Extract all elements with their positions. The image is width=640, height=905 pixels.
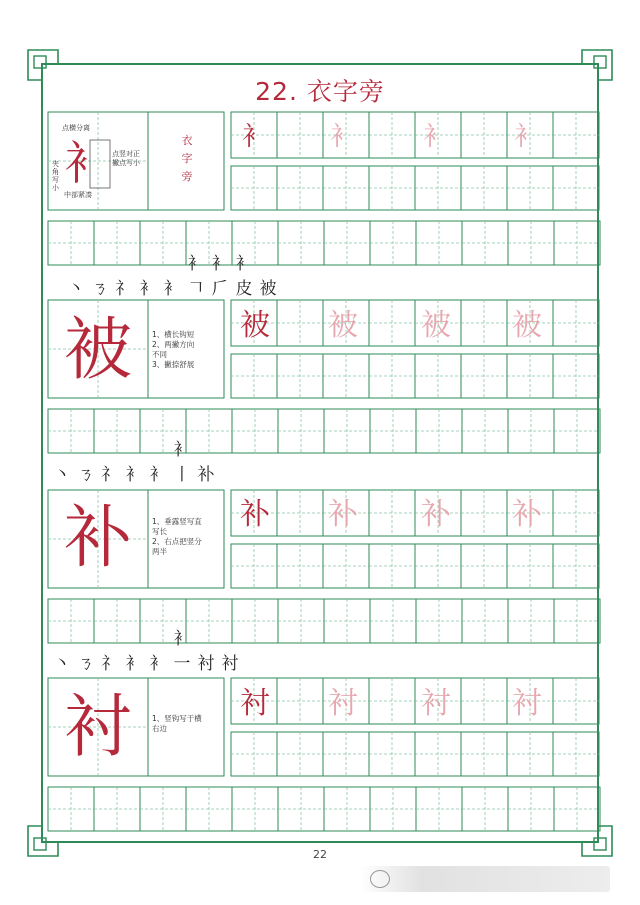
stroke-step: 衤皮: [235, 254, 253, 299]
stroke-step: 衬: [197, 654, 215, 674]
char-3-glyph: 衬: [63, 688, 132, 767]
stroke-step: 被: [259, 279, 277, 299]
stroke-step: 丶: [67, 279, 85, 299]
radical-glyph: 衤: [64, 136, 110, 190]
stroke-order-1: [64, 254, 280, 299]
stroke-step: 丶: [53, 465, 71, 485]
stroke-step: 礻: [101, 654, 119, 674]
corner-ornament: [34, 56, 46, 68]
char-1-practice-4: 被: [512, 308, 542, 343]
stroke-step: 礻: [115, 279, 133, 299]
stroke-step: 衤: [149, 465, 167, 485]
stroke-step: 衤: [125, 654, 143, 674]
stroke-step: 丶: [53, 654, 71, 674]
char-3-practice-4: 衬: [512, 686, 542, 721]
char-2-glyph: 补: [63, 499, 132, 578]
watermark-overlay: [360, 866, 610, 892]
radical-practice-2: 衤: [329, 122, 356, 152]
stroke-step: 礻: [101, 465, 119, 485]
char-2-practice-2: 补: [328, 497, 358, 532]
stroke-order-2: [50, 440, 218, 485]
char-2-practice-4: 补: [512, 497, 542, 532]
radical-vertical-title: 衣 字 旁: [181, 134, 193, 183]
stroke-step: ㄋ: [77, 654, 95, 674]
stroke-step: 衤𠂆: [211, 254, 229, 299]
char-1-practice-2: 被: [328, 308, 358, 343]
char-3-practice-2: 衬: [328, 686, 358, 721]
radical-note-left: 夹角写小: [52, 160, 59, 192]
char-1-practice-3: 被: [421, 308, 451, 343]
stroke-step: 衬: [221, 654, 239, 674]
char-2-practice-1: 补: [240, 497, 270, 532]
char-3-tips: 1、竖钩写于横 右边: [152, 714, 202, 733]
stroke-step: 衤一: [173, 629, 191, 674]
stroke-step: 衤𠃍: [187, 254, 205, 299]
stroke-step: 补: [197, 465, 215, 485]
page-title: 22. 衣字旁: [255, 77, 385, 106]
stroke-step: 衤: [139, 279, 157, 299]
char-1-tips: 1、横长钩短 2、两撇方向 不同 3、撇捺舒展: [152, 330, 195, 369]
stroke-step: 衤: [125, 465, 143, 485]
page-number: 22: [313, 848, 327, 861]
stroke-step: ㄋ: [91, 279, 109, 299]
radical-practice-4: 衤: [513, 122, 540, 152]
radical-practice-3: 衤: [422, 122, 449, 152]
stroke-order-3: [50, 629, 242, 674]
stroke-step: 衤丨: [173, 440, 191, 485]
stroke-step: ㄋ: [77, 465, 95, 485]
radical-note-right: 点竖对正 撇点写小: [112, 150, 140, 167]
corner-ornament: [594, 56, 606, 68]
radical-practice-1: 衤: [241, 122, 268, 152]
char-2-tips: 1、垂露竖写直 写长 2、右点把竖分 两半: [152, 517, 202, 556]
chat-icon: [370, 870, 390, 888]
char-1-practice-1: 被: [240, 308, 270, 343]
char-1-glyph: 被: [63, 311, 132, 390]
char-2-practice-3: 补: [421, 497, 451, 532]
stroke-step: 衤: [163, 279, 181, 299]
radical-note-bottom: 中部紧凑: [64, 191, 92, 199]
char-3-practice-1: 衬: [240, 686, 270, 721]
radical-note-top: 点横分离: [62, 124, 90, 132]
char-3-practice-3: 衬: [421, 686, 451, 721]
stroke-step: 衤: [149, 654, 167, 674]
